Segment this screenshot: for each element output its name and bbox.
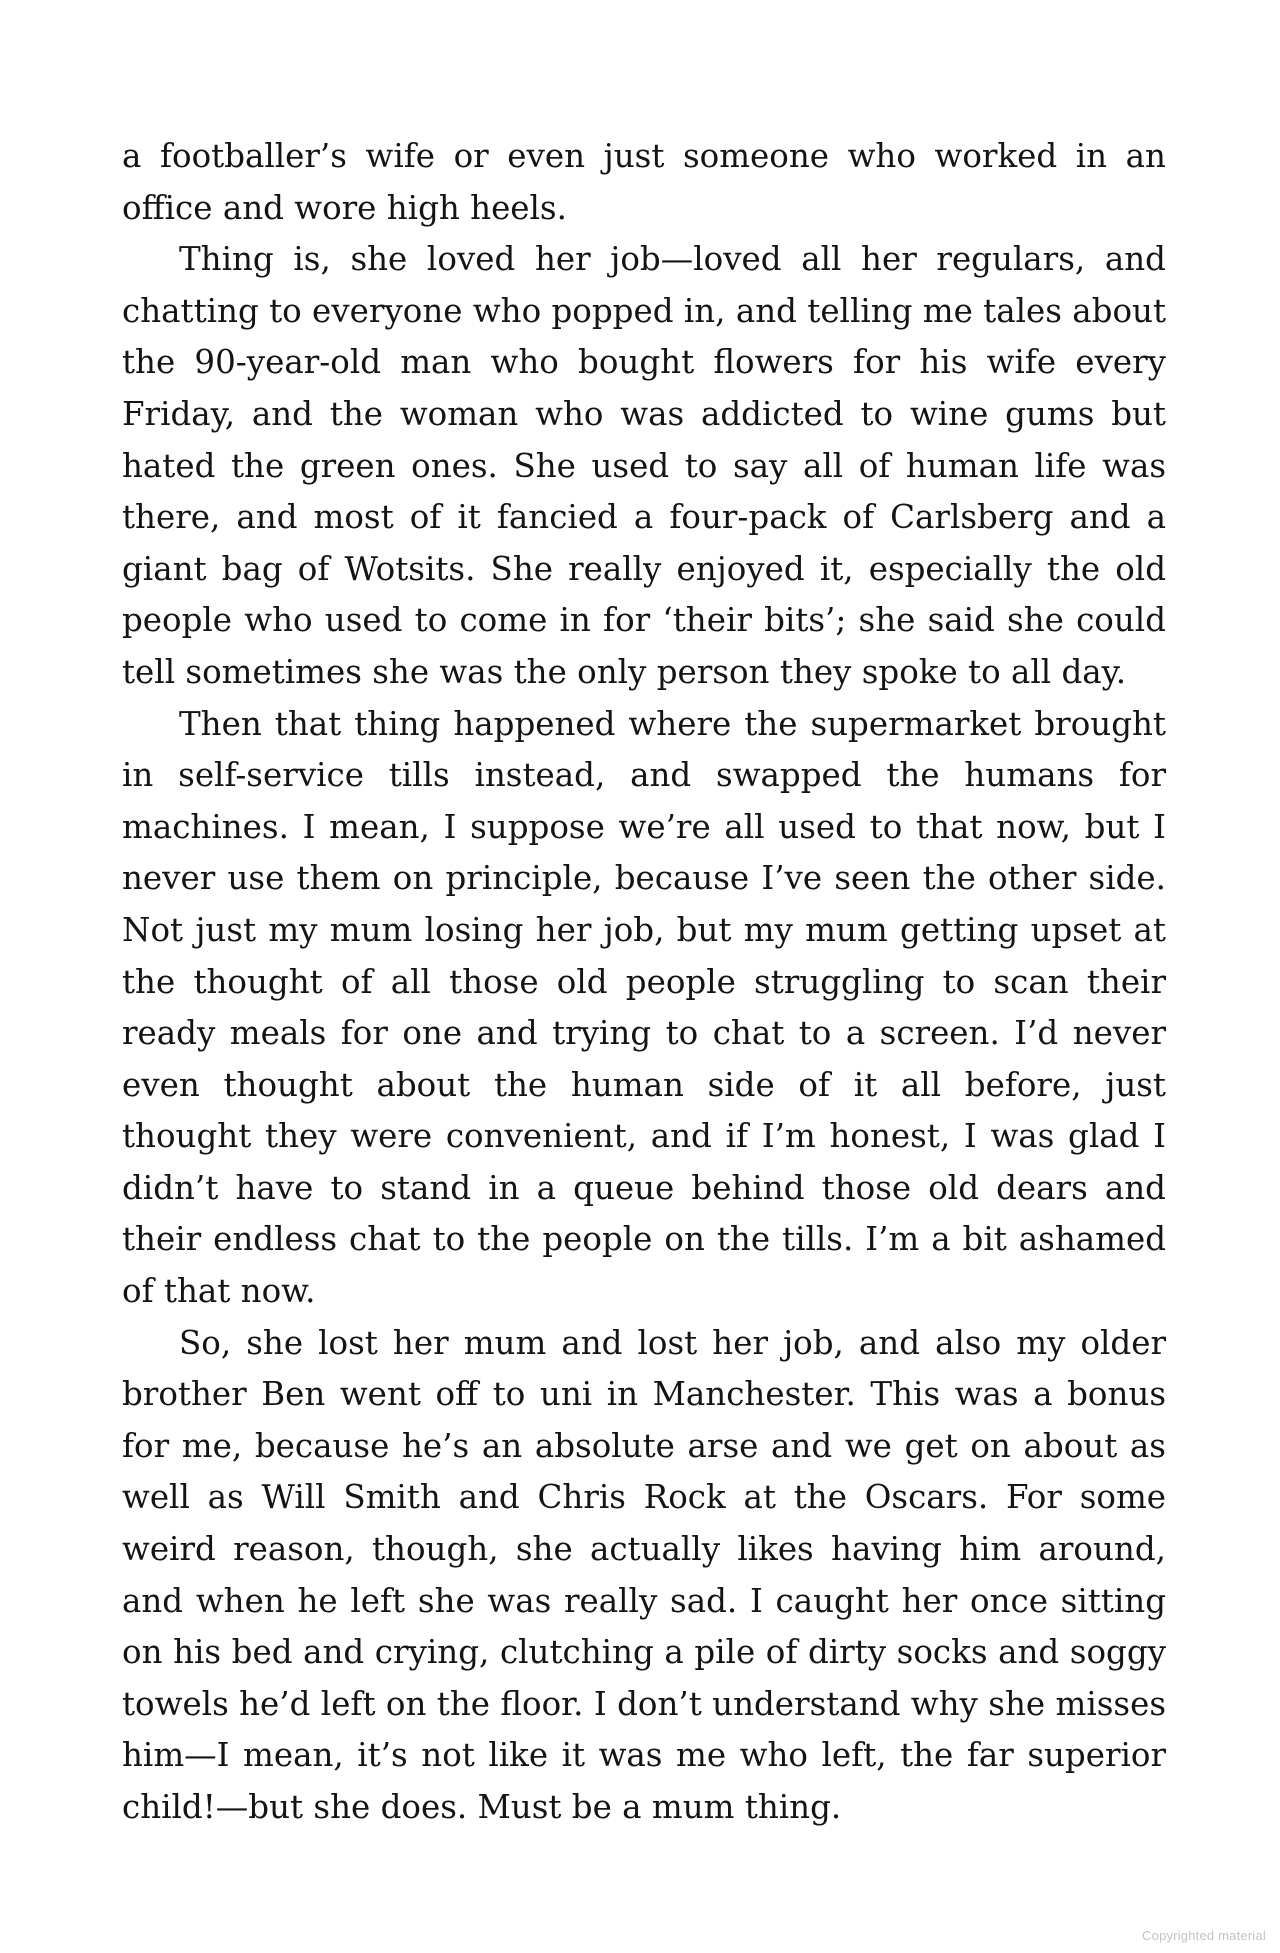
- paragraph-1: a footballer’s wife or even just someone who worked in an office and wore high heels.: [122, 137, 1166, 227]
- paragraph-2: Thing is, she loved her job—loved all her regulars, and chatting to everyone who popped in, and telling me tales about the 90-year-old man who bought flowers for his wife every Friday, and the woman who was addicted to wine gums but hated the green ones. She used to say all of human life was there, and most of it fancied a four-pack of Carlsberg and a giant bag of Wotsits. She really enjoyed it, especially the old people who used to come in for ‘their bits’; she said she could tell sometimes she was the only person they spoke to all day.: [122, 240, 1166, 691]
- paragraph-3: Then that thing happened where the supermarket brought in self-service tills instead, and swapped the humans for machines. I mean, I suppose we’re all used to that now, but I never use them on principle, because I’ve seen the other side. Not just my mum losing her job, but my mum getting upset at the thought of all those old people struggling to scan their ready meals for one and trying to chat to a screen. I’d never even thought about the human side of it all before, just thought they were convenient, and if I’m honest, I was glad I didn’t have to stand in a queue behind those old dears and their endless chat to the people on the tills. I’m a bit ashamed of that now.: [122, 704, 1166, 1311]
- copyright-watermark: Copyrighted material: [1142, 1928, 1266, 1943]
- body-text: [122, 131, 1166, 1834]
- paragraph-4: So, she lost her mum and lost her job, and also my older brother Ben went off to uni in Manchester. This was a bonus for me, because he’s an absolute arse and we get on about as well as Will Smith and Chris Rock at the Oscars. For some weird reason, though, she actually likes having him around, and when he left she was really sad. I caught her once sitting on his bed and crying, clutching a pile of dirty socks and soggy towels he’d left on the floor. I don’t understand why she misses him—I mean, it’s not like it was me who left, the far superior child!—but she does. Must be a mum thing.: [122, 1323, 1166, 1826]
